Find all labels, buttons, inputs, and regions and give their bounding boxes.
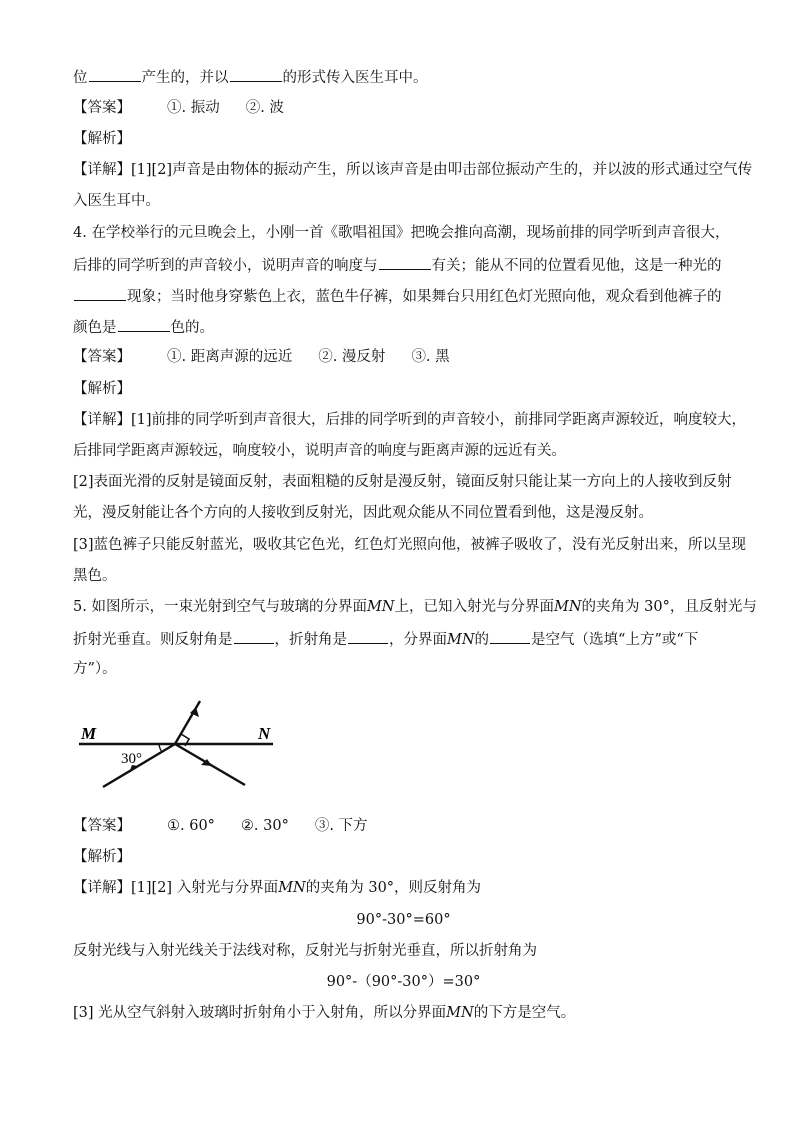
- fill-blank[interactable]: [118, 317, 170, 332]
- q4-line-3: 现象；当时他身穿紫色上衣，蓝色牛仔裤，如果舞台只用红色灯光照向他，观众看到他裤子的: [73, 286, 734, 306]
- answer-1: ①. 距离声源的远近: [167, 349, 293, 365]
- q5-equation-1: 90°-30°=60°: [356, 912, 451, 928]
- fill-blank[interactable]: [234, 629, 274, 644]
- fill-blank[interactable]: [379, 255, 431, 270]
- q5-detail-2: 反射光线与入射光线关于法线对称，反射光与折射光垂直，所以折射角为: [73, 943, 537, 959]
- answer-1: ①. 振动: [167, 100, 220, 116]
- q5-detail-3: [3] 光从空气斜射入玻璃时折射角小于入射角，所以分界面MN的下方是空气。: [73, 1005, 576, 1021]
- q4-line-4: 颜色是 色的。: [73, 317, 734, 337]
- q4-detail-5: [3]蓝色裤子只能反射蓝光，吸收其它色光，红色灯光照向他，被裤子吸收了，没有光反射出来，所以呈现: [73, 537, 747, 553]
- q5-line-1: 5. 如图所示，一束光射到空气与玻璃的分界面MN上，已知入射光与分界面MN的夹角为 30°，且反射光与: [73, 599, 757, 615]
- q3-detail-1: 【详解】[1][2]声音是由物体的振动产生，所以该声音是由叩击部位振动产生的，并以波的形式通过空气传: [73, 162, 753, 178]
- angle-arc: [159, 744, 162, 752]
- q4-detail-6: 黑色。: [73, 568, 117, 584]
- q5-line-3: 方”）。: [73, 661, 117, 677]
- label-n: N: [258, 724, 271, 743]
- fill-blank[interactable]: [74, 286, 126, 301]
- q3-analysis-label: 【解析】: [73, 131, 131, 147]
- q4-detail-3: [2]表面光滑的反射是镜面反射，表面粗糙的反射是漫反射，镜面反射只能让某一方向上的人接收到反射: [73, 474, 732, 490]
- q4-answer: [73, 348, 734, 366]
- q3-answer: [73, 99, 734, 117]
- fill-blank[interactable]: [230, 67, 282, 82]
- q5-line-2: 折射光垂直。则反射角是 ，折射角是 ，分界面MN的 是空气（选填“上方”或“下: [73, 629, 734, 649]
- q5-answer: [73, 817, 734, 835]
- q5-detail-1: 【详解】[1][2] 入射光与分界面MN的夹角为 30°，则反射角为: [73, 880, 482, 896]
- q3-detail-2: 入医生耳中。: [73, 193, 160, 209]
- fill-blank[interactable]: [348, 629, 388, 644]
- q4-analysis-label: 【解析】: [73, 381, 131, 397]
- answer-label: 【答案】: [73, 818, 131, 834]
- q4-detail-1: 【详解】[1]前排的同学听到声音很大，后排的同学听到的声音较小，前排同学距离声源较近，响度较大，: [73, 412, 747, 428]
- fill-blank[interactable]: [89, 67, 141, 82]
- answer-1: ①. 60°: [167, 818, 215, 834]
- q3-line-1: 位 产生的，并以 的形式传入医生耳中。: [73, 67, 734, 87]
- answer-2: ②. 漫反射: [318, 349, 386, 365]
- q4-line-2: 后排的同学听到的声音较小，说明声音的响度与 有关；能从不同的位置看见他，这是一种光的: [73, 255, 734, 275]
- q4-detail-2: 后排同学距离声源较远，响度较小，说明声音的响度与距离声源的远近有关。: [73, 443, 566, 459]
- answer-3: ③. 下方: [314, 818, 368, 834]
- fill-blank[interactable]: [490, 629, 530, 644]
- answer-2: ②. 30°: [240, 818, 289, 834]
- q4-detail-4: 光，漫反射能让各个方向的人接收到反射光，因此观众能从不同位置看到他，这是漫反射。: [73, 505, 653, 521]
- angle-label: 30°: [121, 751, 142, 767]
- refraction-diagram: [75, 695, 295, 800]
- answer-label: 【答案】: [73, 100, 131, 116]
- q5-analysis-label: 【解析】: [73, 849, 131, 865]
- label-m: M: [81, 724, 97, 743]
- answer-label: 【答案】: [73, 349, 131, 365]
- q4-line-1: 4. 在学校举行的元旦晚会上，小刚一首《歌唱祖国》把晚会推向高潮，现场前排的同学听到声音很大，: [73, 225, 730, 241]
- q5-equation-2: 90°-（90°-30°）=30°: [326, 974, 481, 990]
- answer-2: ②. 波: [245, 100, 284, 116]
- answer-3: ③. 黑: [411, 349, 450, 365]
